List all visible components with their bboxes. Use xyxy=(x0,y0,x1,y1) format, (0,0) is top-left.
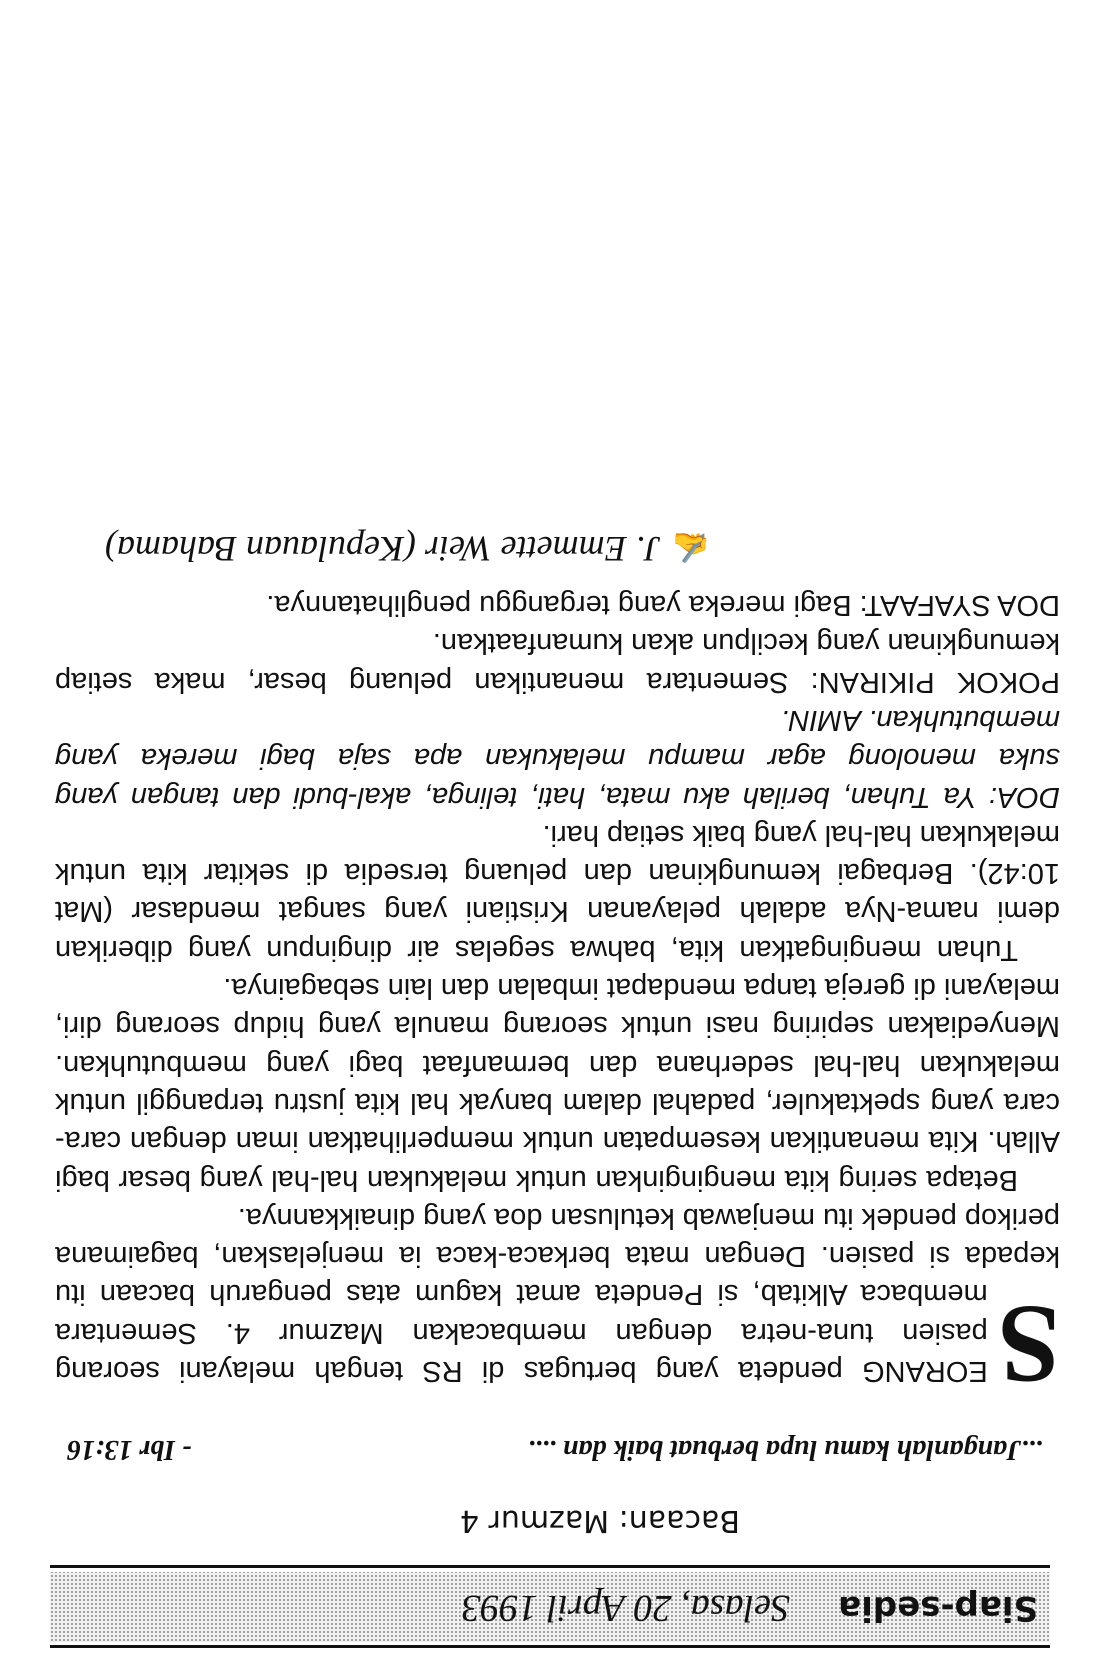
drop-cap: S xyxy=(997,1282,1060,1406)
pokok-pikiran: POKOK PIKIRAN: Sementara menantikan peluang besar, maka setiap kemungkinan yang kecilpun akan kumanfaatkan. xyxy=(55,627,1060,698)
paragraph-2: Betapa sering kita menginginkan untuk melakukan hal-hal yang besar bagi Allah. Kita menantikan kesempatan untuk memperlihatkan iman dengan cara-cara yang spektakuler, padahal dalam banyak hal kita justru terpanggil untuk melakukan hal-hal sederhana dan bermanfaat bagi yang membutuhkan. Menyediakan sepiring nasi untuk seorang manula yang hidup seorang diri, melayani di gereja tanpa mendapat imbalan dan lain sebagainya. xyxy=(55,972,1060,1196)
paragraph-1-text: pendeta yang bertugas di RS tengah melayani seorang pasien tuna-netra dengan membacakan Mazmur 4. Sementara membaca Alkitab, si Pendeta amat kagum atas pengaruh bacaan itu kepada si pasien. Dengan mata berkaca-kaca ia menjelaskan, bagaimana perikop pendek itu menjawab ketulusan doa yang dinaikkannya. xyxy=(55,1201,1060,1387)
paragraph-3: Tuhan mengingatkan kita, bahwa segelas air dinginpun yang diberikan demi nama-Nya adalah pelayanan Kristiani yang sangat mendasar (Mat 10:42). Berbagai kemungkinan dan peluang tersedia di sekitar kita untuk melakukan hal-hal yang baik setiap hari. xyxy=(55,818,1060,966)
header-date: Selasa, 20 April 1993 xyxy=(461,1587,790,1629)
paragraph-1 xyxy=(55,1199,1060,1406)
author-line xyxy=(55,526,1060,567)
opening-caps: EORANG xyxy=(862,1355,988,1387)
verse-reference: - Ibr 13:16 xyxy=(67,1434,192,1465)
header-title: Siap-sedia xyxy=(838,1588,1038,1628)
doa-syafaat: DOA SYAFAAT: Bagi mereka yang terganggu penglihatannya. xyxy=(266,589,1060,622)
author-name: J. Emmette Weir (Kepulauan Bahama) xyxy=(105,528,661,569)
article-body xyxy=(55,526,1060,1406)
verse-text: ...Janganlah kamu lupa berbuat baik dan .... xyxy=(527,1434,1042,1465)
pen-icon: ✍ xyxy=(672,529,710,563)
key-verse xyxy=(67,1425,1042,1465)
prayer: DOA: Ya Tuhan, berilah aku mata, hati, telinga, akal-budi dan tangan yang suka menolong agar mampu melakukan apa saja bagi mereka yang membutuhkan. AMIN. xyxy=(55,703,1060,813)
header-top-rule xyxy=(50,1645,1050,1648)
reading-reference: Bacaan: Mazmur 4 xyxy=(459,1503,740,1538)
header-bottom-rule xyxy=(50,1565,1050,1568)
